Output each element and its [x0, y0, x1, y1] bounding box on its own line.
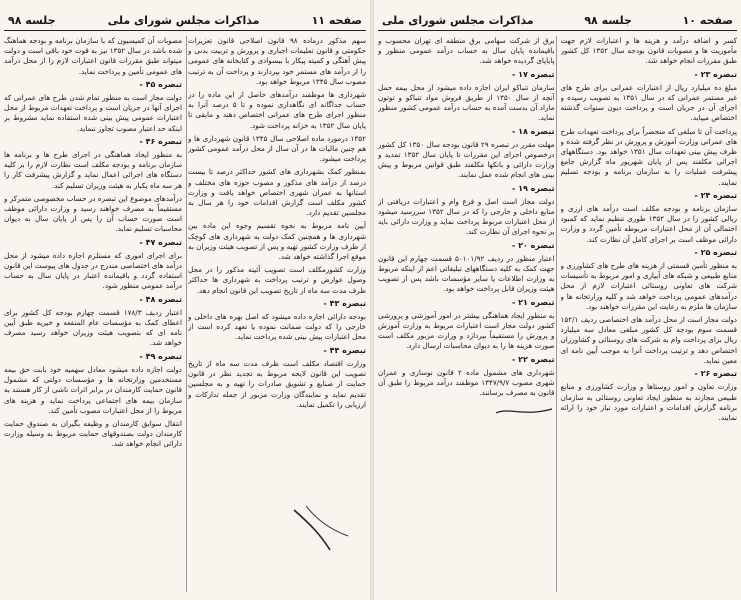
clause-heading: تبصره ۱۸ -: [511, 126, 555, 136]
left-page-session: جلسه ۹۸: [8, 13, 56, 27]
paragraph: مبلغ ده میلیارد ریال از اعتبارات عمرانی برای طرح های غیر مستمر عمرانی که در سال ۱۳۵۱ به تصویب رسیده و اجرای آن در جریان است و پرداخت دیون سنوات گذشته اختصاص مییابد.: [560, 82, 737, 123]
clause-heading: تبصره ۲۴ -: [694, 190, 737, 200]
paragraph: انتقال سوابق کارمندان و وظیفه بگیران به صندوق حمایت کارمندان دولت بصندوقهای حمایت مربوط به وسیله وزارت دارائی انجام خواهد شد.: [4, 418, 182, 449]
clause-heading: تبصره ۲۲ -: [511, 354, 555, 364]
paragraph: پرداخت آن تا مبلغی که منحصراً برای پرداخت تعهدات طرح های عمرانی وزارت آموزش و پرورش در نظر گرفته شده و ظرف پیش بینی تعهدات سال ۱۳۵۱ خواهد بود. دستگاههای اجرائی مکلفند پس از پایان شهریور ماه گزارش جامع پیشرفت عملیات را به سازمان برنامه و بودجه تسلیم نمایند.: [560, 126, 737, 187]
clause-heading: تبصره ۴۵ -: [139, 79, 182, 89]
paragraph: ۱۳۵۲ درمورد ماده اصلاحی سال ۱۳۴۵ قانون شهرداری ها و هم چنین مالیات ها در آن سال از محل درآمد عمومی کشور پرداخت میشود.: [188, 133, 366, 164]
paragraph: برق از شرکت سهامی برق منطقه ای تهران محسوب و باقیمانده پایان سال به حساب درآمد عمومی منظور و پایاپای گردیده خواهد شد.: [378, 36, 555, 66]
clause-heading: تبصره ۲۱ -: [511, 297, 555, 307]
paragraph: دولت مجاز است از محل درآمد های اختصاصی ردیف ۱۵۲/۱ قسمت سوم بودجه کل کشور مبلغی معادل سه میلیارد ریال برای پرداخت وام به شرکت های روستائی و کشاورزان اختصاص دهد و ترتیب پرداخت آنرا به موجب آیین نامه ای معین نماید.: [560, 315, 737, 365]
clause-heading: تبصره ۴۴ -: [323, 345, 366, 355]
paragraph: برای اجرای اموری که مستلزم اجازه داده میشود از محل درآمد های اختصاصی مندرج در جدول های پیوست این قانون استفاده گردد و باقیمانده اعتبار در پایان سال به حساب درآمد عمومی منظور شود.: [4, 250, 182, 291]
clause-heading: تبصره ۲۳ -: [694, 69, 737, 79]
right-page-title: مذاکرات مجلس شورای ملی: [382, 13, 534, 27]
paragraph: دولت مجاز است اصل و فرع وام و اعتبارات دریافتی از منابع داخلی و خارجی را که در سال ۱۳۵۲ سررسید میشود از محل اعتبارات مربوط پرداخت نماید و وزارت دارائی باید بر نحوه اجرای آن نظارت کند.: [378, 196, 555, 237]
left-page-header: [4, 10, 366, 31]
paragraph: کسر و اضافه درآمد و هزینه ها و اعتبارات لازم جهت مأموریت ها و مصوبات قانون بودجه سال ۱۳۵۲ کل کشور طبق مقررات انجام خواهد شد.: [560, 36, 737, 66]
paragraph: بودجه دارائی اجاره داده میشود که اصل بهره های داخلی و خارجی را که دولت ضمانت نموده یا تعهد کرده است از محل اعتبارات پیش بینی شده پرداخت نماید.: [188, 312, 366, 342]
right-page: [374, 0, 741, 600]
clause-heading: تبصره ۴۶ -: [139, 136, 182, 146]
paragraph: به منظور ایجاد هماهنگی بیشتر در امور آموزشی و پرورشی کشور دولت مجاز است اعتبارات مربوط به وزارت آموزش و پرورش را مستقیماً بپردازد و وزارت مزبور مکلف است صورت هزینه ها را به دیوان محاسبات ارسال دارد.: [378, 310, 555, 351]
clause-heading: تبصره ۴۹ -: [139, 351, 182, 361]
clause-heading: تبصره ۲۰ -: [511, 240, 555, 250]
clause-heading: تبصره ۲۵ -: [694, 247, 737, 257]
right-page-header: [378, 10, 737, 31]
paragraph: مصوبات آن کمیسیون که با سازمان برنامه و بودجه هماهنگ شده باشد در سال ۱۳۵۲ نیز به قوت خود باقی است و دولت میتواند طبق مقررات قانون اعتبارات لازم را از محل درآمد های عمومی تأمین و پرداخت نماید.: [4, 36, 182, 76]
paragraph: مهلت مقرر در تبصره ۲۹ قانون بودجه سال ۱۳۵۰ کل کشور درخصوص اجرای این مقررات تا پایان سال ۱۳۵۲ تمدید و وزارت دارائی و بانکها مکلفند طبق قوانین مربوط و پیش بینی های انجام شده عمل نمایند.: [378, 139, 555, 180]
paragraph: درآمدهای موضوع این تبصره در حساب مخصوصی متمرکز و مستقیماً به مصرف خواهند رسید و وزارت دارائی موظف است صورت حساب آن را پس از پایان سال به دیوان محاسبات تسلیم نماید.: [4, 193, 182, 234]
paragraph: وزارت تعاون و امور روستاها و وزارت کشاورزی و منابع طبیعی مجازند به منظور ایجاد تعاونی روستائی به سازمان برنامه گزارش اقدامات و اعتبارات مورد نیاز خود را ارائه نمایند.: [560, 382, 737, 422]
clause-heading: تبصره ۴۷ -: [139, 237, 182, 247]
left-page-column-1: [188, 36, 366, 594]
paragraph: شهرداری های مشمول ماده ۲ قانون نوسازی و عمران شهری مصوب ۱۳۴۷/۹/۷ موظفند درآمد مربوط را طبق آن قانون به مصرف برسانند.: [378, 367, 555, 398]
paragraph: به منظور ایجاد هماهنگی در اجرای طرح ها و برنامه ها سازمان برنامه و بودجه مکلف است نظارت لازم را بر کلیه دستگاه های اجرائی اعمال نماید و گزارش پیشرفت کار را هر سه ماه یکبار به هیئت وزیران تسلیم کند.: [4, 150, 182, 190]
paragraph: شهرداری ها موظفند درآمدهای حاصل از این ماده را در حساب جداگانه ای نگاهداری نموده و تا ۵ درصد آنرا به منظور اجرای طرح های عمرانی اختصاص دهند و مابقی تا پایان سال ۱۳۵۲ به خزانه پرداخت شود.: [188, 90, 366, 130]
paragraph: دولت اجازه داده میشود معادل سهمیه خود بابت حق بیمه مستخدمین وزارتخانه ها و مؤسسات دولتی که مشمول قانون حمایت کارمندان در برابر اثرات ناشی از کار هستند به سازمان بیمه های اجتماعی پرداخت نماید و هزینه های مربوط را از محل اعتبارات مصوب تأمین کند.: [4, 364, 182, 415]
paragraph: وزارت کشورمکلف است تصویب آئینه مذکور را در محل وصول عوارض و ترتیب پرداخت به شهرداری ها حداکثر ظرف مدت سه ماه از تاریخ تصویب این قانون انجام دهد.: [188, 265, 366, 295]
clause-heading: تبصره ۱۷ -: [511, 69, 555, 79]
left-page: [0, 0, 370, 600]
paragraph: وزارت اقتصاد مکلف است ظرف مدت سه ماه از تاریخ تصویب این قانون لایحه مربوط به تجدید نظر در قانون حمایت از صنایع و تشویق صادرات را تهیه و به مجلسین تقدیم نماید و نمایندگان وزارت مزبور از جمله تدارکات و ارزیابی را تکمیل نمایند.: [188, 358, 366, 409]
clause-heading: تبصره ۴۸ -: [139, 294, 182, 304]
left-page-title: مذاکرات مجلس شورای ملی: [107, 13, 260, 27]
paragraph: اعتبار ردیف ۱۷۸/۳ قسمت چهارم بودجه کل کشور برای اعطای کمک به مؤسسات عام المنفعه و خیریه طبق آیین نامه ای که بتصویب هیئت وزیران خواهد رسید مصرف خواهد شد.: [4, 307, 182, 348]
right-page-column-2: [378, 36, 555, 594]
paragraph: سازمان تنباکو ایران اجازه داده میشود از محل بیمه حمل آنچه از سال ۱۳۵۰ از طریق فروش مواد تنباکو و توتون مازاد آن بدست آمده به حساب درآمد عمومی کشور منظور نماید.: [378, 82, 555, 123]
paragraph: بمنظور کمک بشهرداری های کشور حداکثر درصد تا بیست درصد از درآمد های مذکور و مصوب حوزه های مختلف و استانها به عمران شهری اختصاص خواهد یافت و وزارت کشور مکلف است گزارش اقدامات خود را هر سال به مجلسین تقدیم دارد.: [188, 167, 366, 218]
paragraph: دولت مجاز است به منظور تمام شدن طرح های عمرانی که اجرای آنها در جریان است و پرداخت تعهدات مربوط از محل اعتبارات عمومی پیش بینی شده استفاده نماید مشروط بر اینکه حد اعتبار مصوب تجاوز ننماید.: [4, 93, 182, 133]
clause-heading: تبصره ۲۶ -: [694, 369, 737, 379]
paragraph: به منظور تأمین قسمتی از هزینه های طرح های کشاورزی و منابع طبیعی و شبکه های آبیاری و امور مربوط به تأسیسات شرکت های تعاونی روستائی اعتبارات لازم از محل درآمدهای عمومی پرداخت خواهد شد و کلیه وزارتخانه ها و سازمان ها ملزم به رعایت این مقررات خواهند بود.: [560, 261, 737, 311]
left-page-number: صفحه ۱۱: [311, 13, 362, 27]
left-page-column-2: [4, 36, 182, 594]
right-page-column-1: [561, 36, 738, 594]
paragraph: سهم مذکور درماده ۹۸ قانون اصلاحی قانون تعزیرات حکومتی و قانون تعلیمات اجباری و پرورش و تربیت بدنی و پیش آهنگی و کمیته پیکار با بیسوادی و کتابخانه های عمومی را از درآمد های مستمر خود بپردازند و پرداخت آن به ترتیب مصوب سال ۱۳۴۵ مربوط خواهد بود.: [188, 36, 366, 86]
right-page-session: جلسه ۹۸: [584, 13, 632, 27]
clause-heading: تبصره ۱۹ -: [511, 183, 555, 193]
right-page-number: صفحه ۱۰: [682, 13, 733, 27]
paragraph: اعتبار منظور در ردیف ۵۰۱۰۱/۹۲ قسمت چهارم این قانون جهت کمک به کلیه دستگاههای تبلیغاتی اعم از اینکه مربوط به وزارت اطلاعات یا سایر مؤسسات باشد پس از تصویب هیئت وزیران قابل پرداخت خواهد بود.: [378, 253, 555, 294]
clause-heading: تبصره ۴۳ -: [323, 298, 366, 308]
paragraph: آیین نامه مربوط به نحوه تقسیم وجوه این ماده بین شهرداری ها و همچنین کمک دولت به شهرداری های کوچک از طرف وزارت کشور تهیه و پس از تصویب هیئت وزیران به موقع اجرا گذاشته خواهد شد.: [188, 221, 366, 262]
paragraph: سازمان برنامه و بودجه مکلف است درآمد های ارزی و ریالی کشور را در سال ۱۳۵۲ طوری تنظیم نماید که کمبود احتمالی آن از محل اعتبارات مربوطه تأمین گردد و وزارت دارائی موظف است بر اجرای کامل آن نظارت کند.: [560, 204, 737, 244]
